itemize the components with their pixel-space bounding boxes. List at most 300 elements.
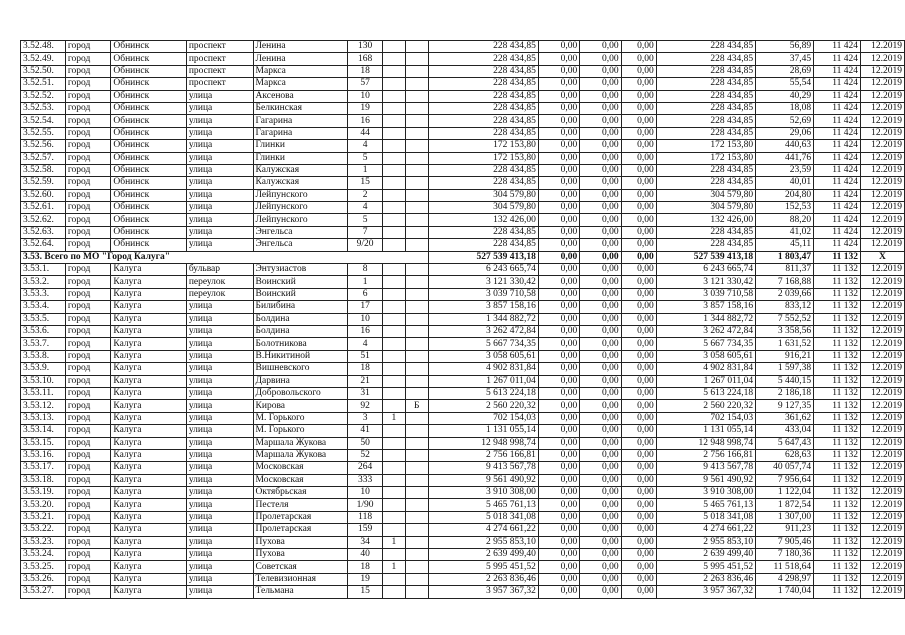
cost-column-2-cell: 0,00 bbox=[538, 65, 579, 77]
total-cost-cell: 5 667 734,35 bbox=[428, 338, 538, 350]
letter-cell bbox=[405, 412, 428, 424]
cost-column-2-cell: 0,00 bbox=[538, 573, 579, 585]
table-row bbox=[21, 573, 905, 585]
house-number-cell: 51 bbox=[348, 350, 383, 362]
building-number-cell bbox=[383, 511, 405, 523]
total-cost-cell: 228 434,85 bbox=[428, 53, 538, 65]
register-sheet bbox=[20, 40, 905, 599]
table-row bbox=[21, 251, 905, 263]
cost-column-3-cell: 0,00 bbox=[580, 474, 621, 486]
max-unit-cost-cell: 11 132 bbox=[814, 387, 861, 399]
cost-column-5-cell: 2 560 220,32 bbox=[656, 400, 755, 412]
house-number-cell: 4 bbox=[348, 338, 383, 350]
street-name-cell: Лейпунского bbox=[253, 189, 347, 201]
letter-cell bbox=[405, 586, 428, 598]
total-cost-cell: 228 434,85 bbox=[428, 239, 538, 251]
letter-cell bbox=[405, 264, 428, 276]
cost-column-4-cell: 0,00 bbox=[621, 78, 656, 90]
unit-cost-cell: 441,76 bbox=[756, 152, 814, 164]
total-cost-cell: 2 560 220,32 bbox=[428, 400, 538, 412]
table-row bbox=[21, 53, 905, 65]
street-name-cell: Глинки bbox=[253, 140, 347, 152]
cost-column-2-cell: 0,00 bbox=[538, 90, 579, 102]
letter-cell bbox=[405, 53, 428, 65]
house-number-cell: 2 bbox=[348, 189, 383, 201]
table-row bbox=[21, 524, 905, 536]
building-number-cell bbox=[383, 226, 405, 238]
row-number-cell: 3.53.8. bbox=[21, 350, 66, 362]
row-number-cell: 3.53.21. bbox=[21, 511, 66, 523]
settlement-type-cell: город bbox=[65, 549, 111, 561]
street-type-cell: улица bbox=[186, 90, 253, 102]
completion-date-cell: 12.2019 bbox=[860, 164, 904, 176]
building-number-cell bbox=[383, 449, 405, 461]
total-cost-cell: 3 910 308,00 bbox=[428, 487, 538, 499]
street-type-cell: проспект bbox=[186, 41, 253, 53]
cost-column-3-cell: 0,00 bbox=[580, 375, 621, 387]
letter-cell bbox=[405, 474, 428, 486]
cost-column-3-cell: 0,00 bbox=[580, 536, 621, 548]
max-unit-cost-cell: 11 132 bbox=[814, 264, 861, 276]
letter-cell bbox=[405, 152, 428, 164]
cost-column-4-cell: 0,00 bbox=[621, 449, 656, 461]
letter-cell bbox=[405, 325, 428, 337]
completion-date-cell: 12.2019 bbox=[860, 214, 904, 226]
max-unit-cost-cell: 11 424 bbox=[814, 65, 861, 77]
row-number-cell: 3.52.62. bbox=[21, 214, 66, 226]
row-number-cell: 3.53.15. bbox=[21, 437, 66, 449]
house-number-cell: 19 bbox=[348, 573, 383, 585]
settlement-name-cell: Обнинск bbox=[111, 202, 186, 214]
cost-column-4-cell: 0,00 bbox=[621, 350, 656, 362]
unit-cost-cell: 40,29 bbox=[756, 90, 814, 102]
cost-column-3-cell: 0,00 bbox=[580, 586, 621, 598]
settlement-name-cell: Обнинск bbox=[111, 189, 186, 201]
table-row bbox=[21, 115, 905, 127]
letter-cell bbox=[405, 78, 428, 90]
completion-date-cell: 12.2019 bbox=[860, 301, 904, 313]
building-number-cell bbox=[383, 177, 405, 189]
completion-date-cell: 12.2019 bbox=[860, 226, 904, 238]
cost-column-5-cell: 304 579,80 bbox=[656, 202, 755, 214]
cost-column-4-cell: 0,00 bbox=[621, 400, 656, 412]
completion-date-cell: 12.2019 bbox=[860, 65, 904, 77]
cost-column-2-cell: 0,00 bbox=[538, 462, 579, 474]
cost-column-2-cell: 0,00 bbox=[538, 140, 579, 152]
cost-column-4-cell: 0,00 bbox=[621, 387, 656, 399]
street-type-cell: проспект bbox=[186, 65, 253, 77]
total-cost-cell: 3 262 472,84 bbox=[428, 325, 538, 337]
row-number-cell: 3.52.60. bbox=[21, 189, 66, 201]
table-row bbox=[21, 338, 905, 350]
cost-column-3-cell: 0,00 bbox=[580, 288, 621, 300]
total-cost-cell: 3 058 605,61 bbox=[428, 350, 538, 362]
house-number-cell: 17 bbox=[348, 301, 383, 313]
cost-column-3-cell: 0,00 bbox=[580, 425, 621, 437]
cost-column-4-cell: 0,00 bbox=[621, 425, 656, 437]
settlement-type-cell: город bbox=[65, 400, 111, 412]
row-number-cell: 3.52.49. bbox=[21, 53, 66, 65]
table-row bbox=[21, 90, 905, 102]
cost-column-5-cell: 228 434,85 bbox=[656, 78, 755, 90]
completion-date-cell: 12.2019 bbox=[860, 462, 904, 474]
max-unit-cost-cell: 11 132 bbox=[814, 573, 861, 585]
house-number-cell: 1 bbox=[348, 164, 383, 176]
max-unit-cost-cell: 11 132 bbox=[814, 338, 861, 350]
unit-cost-cell: 7 905,46 bbox=[756, 536, 814, 548]
street-name-cell: Гагарина bbox=[253, 127, 347, 139]
cost-column-5-cell: 228 434,85 bbox=[656, 127, 755, 139]
letter-cell bbox=[405, 276, 428, 288]
settlement-type-cell: город bbox=[65, 474, 111, 486]
row-number-cell: 3.53.14. bbox=[21, 425, 66, 437]
building-number-cell bbox=[383, 487, 405, 499]
street-name-cell: Маршала Жукова bbox=[253, 437, 347, 449]
cost-column-3-cell: 0,00 bbox=[580, 338, 621, 350]
table-row bbox=[21, 511, 905, 523]
row-number-cell: 3.53.17. bbox=[21, 462, 66, 474]
row-number-cell: 3.53.2. bbox=[21, 276, 66, 288]
cost-column-4-cell: 0,00 bbox=[621, 226, 656, 238]
unit-cost-cell: 40,01 bbox=[756, 177, 814, 189]
house-number-cell: 4 bbox=[348, 202, 383, 214]
street-name-cell: Аксенова bbox=[253, 90, 347, 102]
cost-column-2-cell: 0,00 bbox=[538, 511, 579, 523]
total-cost-cell: 5 465 761,13 bbox=[428, 499, 538, 511]
street-type-cell: улица bbox=[186, 474, 253, 486]
completion-date-cell: 12.2019 bbox=[860, 363, 904, 375]
letter-cell bbox=[405, 449, 428, 461]
settlement-name-cell: Калуга bbox=[111, 474, 186, 486]
cost-column-3-cell: 0,00 bbox=[580, 264, 621, 276]
street-type-cell: переулок bbox=[186, 288, 253, 300]
settlement-name-cell: Обнинск bbox=[111, 127, 186, 139]
completion-date-cell: 12.2019 bbox=[860, 313, 904, 325]
cost-column-4-cell: 0,00 bbox=[621, 487, 656, 499]
max-unit-cost-cell: 11 424 bbox=[814, 177, 861, 189]
cost-column-5-cell: 2 756 166,81 bbox=[656, 449, 755, 461]
settlement-name-cell: Калуга bbox=[111, 375, 186, 387]
total-cost-cell: 12 948 998,74 bbox=[428, 437, 538, 449]
table-row bbox=[21, 462, 905, 474]
street-type-cell: улица bbox=[186, 140, 253, 152]
letter-cell bbox=[405, 177, 428, 189]
cost-column-2-cell: 0,00 bbox=[538, 288, 579, 300]
street-name-cell: Пухова bbox=[253, 549, 347, 561]
row-number-cell: 3.52.51. bbox=[21, 78, 66, 90]
settlement-type-cell: город bbox=[65, 90, 111, 102]
completion-date-cell: 12.2019 bbox=[860, 350, 904, 362]
settlement-name-cell: Обнинск bbox=[111, 226, 186, 238]
cost-column-5-cell: 5 465 761,13 bbox=[656, 499, 755, 511]
table-row bbox=[21, 102, 905, 114]
street-type-cell: улица bbox=[186, 363, 253, 375]
cost-column-4-cell: 0,00 bbox=[621, 41, 656, 53]
cost-column-4-cell: 0,00 bbox=[621, 462, 656, 474]
completion-date-cell: 12.2019 bbox=[860, 449, 904, 461]
cost-column-4-cell: 0,00 bbox=[621, 189, 656, 201]
cost-column-2-cell: 0,00 bbox=[538, 437, 579, 449]
street-type-cell: улица bbox=[186, 412, 253, 424]
row-number-cell: 3.52.59. bbox=[21, 177, 66, 189]
unit-cost-cell: 361,62 bbox=[756, 412, 814, 424]
total-cost-cell: 3 957 367,32 bbox=[428, 586, 538, 598]
unit-cost-cell: 52,69 bbox=[756, 115, 814, 127]
cost-column-2-cell: 0,00 bbox=[538, 41, 579, 53]
cost-column-3-cell: 0,00 bbox=[580, 41, 621, 53]
building-number-cell bbox=[383, 164, 405, 176]
house-number-cell: 8 bbox=[348, 264, 383, 276]
building-number-cell: 1 bbox=[383, 412, 405, 424]
unit-cost-cell: 3 358,56 bbox=[756, 325, 814, 337]
cost-column-5-cell: 228 434,85 bbox=[656, 65, 755, 77]
letter-cell bbox=[405, 462, 428, 474]
building-number-cell bbox=[383, 41, 405, 53]
row-number-cell: 3.53.23. bbox=[21, 536, 66, 548]
house-number-cell: 130 bbox=[348, 41, 383, 53]
letter-cell bbox=[405, 115, 428, 127]
cost-column-4-cell: 0,00 bbox=[621, 177, 656, 189]
street-name-cell: Белкинская bbox=[253, 102, 347, 114]
settlement-type-cell: город bbox=[65, 325, 111, 337]
letter-cell bbox=[405, 363, 428, 375]
settlement-name-cell: Обнинск bbox=[111, 102, 186, 114]
unit-cost-cell: 1 631,52 bbox=[756, 338, 814, 350]
completion-date-cell: 12.2019 bbox=[860, 425, 904, 437]
letter-cell bbox=[405, 164, 428, 176]
cost-column-5-cell: 3 039 710,58 bbox=[656, 288, 755, 300]
max-unit-cost-cell: 11 424 bbox=[814, 41, 861, 53]
street-name-cell: М. Горького bbox=[253, 425, 347, 437]
completion-date-cell: 12.2019 bbox=[860, 387, 904, 399]
settlement-type-cell: город bbox=[65, 487, 111, 499]
street-type-cell: улица bbox=[186, 325, 253, 337]
table-row bbox=[21, 586, 905, 598]
table-row bbox=[21, 536, 905, 548]
building-number-cell bbox=[383, 375, 405, 387]
unit-cost-cell: 204,80 bbox=[756, 189, 814, 201]
completion-date-cell: 12.2019 bbox=[860, 437, 904, 449]
building-number-cell bbox=[383, 549, 405, 561]
cost-column-3-cell: 0,00 bbox=[580, 412, 621, 424]
building-number-cell bbox=[383, 387, 405, 399]
street-name-cell: Воинский bbox=[253, 276, 347, 288]
table-row bbox=[21, 400, 905, 412]
unit-cost-cell: 28,69 bbox=[756, 65, 814, 77]
cost-column-3-cell: 0,00 bbox=[580, 177, 621, 189]
cost-column-3-cell: 0,00 bbox=[580, 549, 621, 561]
cost-column-2-cell: 0,00 bbox=[538, 338, 579, 350]
row-number-cell: 3.53.6. bbox=[21, 325, 66, 337]
settlement-type-cell: город bbox=[65, 276, 111, 288]
max-unit-cost-cell: 11 424 bbox=[814, 102, 861, 114]
cost-column-3-cell: 0,00 bbox=[580, 102, 621, 114]
cost-column-2-cell: 0,00 bbox=[538, 412, 579, 424]
max-unit-cost-cell: 11 132 bbox=[814, 487, 861, 499]
street-type-cell: улица bbox=[186, 214, 253, 226]
letter-cell bbox=[405, 425, 428, 437]
cost-column-2-cell: 0,00 bbox=[538, 189, 579, 201]
street-type-cell: улица bbox=[186, 499, 253, 511]
cost-column-4-cell: 0,00 bbox=[621, 140, 656, 152]
unit-cost-cell: 1 872,54 bbox=[756, 499, 814, 511]
total-cost-cell: 228 434,85 bbox=[428, 226, 538, 238]
unit-cost-cell: 23,59 bbox=[756, 164, 814, 176]
row-number-cell: 3.52.64. bbox=[21, 239, 66, 251]
settlement-name-cell: Калуга bbox=[111, 499, 186, 511]
cost-column-5-cell: 12 948 998,74 bbox=[656, 437, 755, 449]
completion-date-cell: 12.2019 bbox=[860, 115, 904, 127]
max-unit-cost-cell: 11 424 bbox=[814, 164, 861, 176]
row-number-cell: 3.53.22. bbox=[21, 524, 66, 536]
total-cost-cell: 702 154,03 bbox=[428, 412, 538, 424]
cost-column-5-cell: 228 434,85 bbox=[656, 41, 755, 53]
letter-cell bbox=[405, 487, 428, 499]
total-cost-cell: 304 579,80 bbox=[428, 202, 538, 214]
unit-cost-cell: 5 647,43 bbox=[756, 437, 814, 449]
settlement-name-cell: Калуга bbox=[111, 276, 186, 288]
completion-date-cell: 12.2019 bbox=[860, 561, 904, 573]
building-number-cell bbox=[383, 140, 405, 152]
table-row bbox=[21, 264, 905, 276]
settlement-type-cell: город bbox=[65, 511, 111, 523]
building-number-cell bbox=[383, 363, 405, 375]
completion-date-cell: 12.2019 bbox=[860, 586, 904, 598]
max-unit-cost-cell: 11 132 bbox=[814, 375, 861, 387]
max-unit-cost-cell: 11 132 bbox=[814, 301, 861, 313]
table-row bbox=[21, 65, 905, 77]
total-cost-cell: 2 955 853,10 bbox=[428, 536, 538, 548]
settlement-type-cell: город bbox=[65, 264, 111, 276]
cost-column-4-cell: 0,00 bbox=[621, 115, 656, 127]
street-type-cell: улица bbox=[186, 164, 253, 176]
max-unit-cost-cell: 11 424 bbox=[814, 140, 861, 152]
max-unit-cost-cell: 11 132 bbox=[814, 549, 861, 561]
cost-column-2-cell: 0,00 bbox=[538, 561, 579, 573]
max-unit-cost-cell: 11 132 bbox=[814, 288, 861, 300]
total-cost-cell: 3 039 710,58 bbox=[428, 288, 538, 300]
max-unit-cost-cell: 11 424 bbox=[814, 53, 861, 65]
cost-column-2-cell: 0,00 bbox=[538, 53, 579, 65]
cost-column-3-cell: 0,00 bbox=[580, 511, 621, 523]
settlement-type-cell: город bbox=[65, 115, 111, 127]
unit-cost-cell: 911,23 bbox=[756, 524, 814, 536]
row-number-cell: 3.52.52. bbox=[21, 90, 66, 102]
settlement-type-cell: город bbox=[65, 41, 111, 53]
cost-column-4-cell: 0,00 bbox=[621, 437, 656, 449]
building-number-cell bbox=[383, 338, 405, 350]
cost-column-5-cell: 3 857 158,16 bbox=[656, 301, 755, 313]
cost-column-5-cell: 228 434,85 bbox=[656, 53, 755, 65]
completion-date-cell: 12.2019 bbox=[860, 276, 904, 288]
settlement-type-cell: город bbox=[65, 78, 111, 90]
building-number-cell bbox=[383, 573, 405, 585]
unit-cost-cell: 1 122,04 bbox=[756, 487, 814, 499]
completion-date-cell: 12.2019 bbox=[860, 524, 904, 536]
total-cost-cell: 228 434,85 bbox=[428, 41, 538, 53]
street-name-cell: Добровольского bbox=[253, 387, 347, 399]
table-row bbox=[21, 350, 905, 362]
table-row bbox=[21, 313, 905, 325]
completion-date-cell: 12.2019 bbox=[860, 239, 904, 251]
house-number-cell: 10 bbox=[348, 313, 383, 325]
settlement-name-cell: Калуга bbox=[111, 511, 186, 523]
cost-column-4-cell: 0,00 bbox=[621, 549, 656, 561]
settlement-name-cell: Калуга bbox=[111, 437, 186, 449]
completion-date-cell: 12.2019 bbox=[860, 412, 904, 424]
street-type-cell: улица bbox=[186, 338, 253, 350]
table-row bbox=[21, 487, 905, 499]
street-type-cell: улица bbox=[186, 437, 253, 449]
row-number-cell: 3.53.25. bbox=[21, 561, 66, 573]
max-unit-cost-cell: 11 132 bbox=[814, 462, 861, 474]
table-row bbox=[21, 499, 905, 511]
unit-cost-cell: 29,06 bbox=[756, 127, 814, 139]
street-name-cell: Болотникова bbox=[253, 338, 347, 350]
cost-column-5-cell: 228 434,85 bbox=[656, 177, 755, 189]
total-cost-cell: 6 243 665,74 bbox=[428, 264, 538, 276]
cost-column-3-cell: 0,00 bbox=[580, 276, 621, 288]
settlement-type-cell: город bbox=[65, 202, 111, 214]
settlement-type-cell: город bbox=[65, 573, 111, 585]
house-number-cell: 18 bbox=[348, 363, 383, 375]
total-cost-cell: 304 579,80 bbox=[428, 189, 538, 201]
cost-column-4-cell: 0,00 bbox=[621, 561, 656, 573]
max-unit-cost-cell: 11 132 bbox=[814, 511, 861, 523]
settlement-name-cell: Обнинск bbox=[111, 78, 186, 90]
cost-column-5-cell: 6 243 665,74 bbox=[656, 264, 755, 276]
settlement-type-cell: город bbox=[65, 152, 111, 164]
settlement-type-cell: город bbox=[65, 338, 111, 350]
cost-column-5-cell: 2 639 499,40 bbox=[656, 549, 755, 561]
street-name-cell: Болдина bbox=[253, 313, 347, 325]
street-type-cell: улица bbox=[186, 102, 253, 114]
total-cost-cell: 228 434,85 bbox=[428, 78, 538, 90]
street-type-cell: улица bbox=[186, 152, 253, 164]
building-number-cell bbox=[383, 189, 405, 201]
total-cost-cell: 228 434,85 bbox=[428, 90, 538, 102]
total-cost-cell: 172 153,80 bbox=[428, 140, 538, 152]
unit-cost-cell: 40 057,74 bbox=[756, 462, 814, 474]
street-name-cell: Октябрьская bbox=[253, 487, 347, 499]
row-number-cell: 3.53.9. bbox=[21, 363, 66, 375]
unit-cost-cell: 1 307,00 bbox=[756, 511, 814, 523]
building-number-cell bbox=[383, 499, 405, 511]
letter-cell bbox=[405, 65, 428, 77]
total-label: 3.53. Всего по МО "Город Калуга" bbox=[21, 251, 429, 263]
street-name-cell: Кирова bbox=[253, 400, 347, 412]
settlement-name-cell: Калуга bbox=[111, 301, 186, 313]
total-cost-column-3: 0,00 bbox=[580, 251, 621, 263]
house-number-cell: 41 bbox=[348, 425, 383, 437]
settlement-name-cell: Калуга bbox=[111, 387, 186, 399]
cost-column-2-cell: 0,00 bbox=[538, 313, 579, 325]
settlement-type-cell: город bbox=[65, 301, 111, 313]
max-unit-cost-cell: 11 132 bbox=[814, 437, 861, 449]
cost-column-3-cell: 0,00 bbox=[580, 65, 621, 77]
cost-column-2-cell: 0,00 bbox=[538, 264, 579, 276]
row-number-cell: 3.52.58. bbox=[21, 164, 66, 176]
settlement-type-cell: город bbox=[65, 350, 111, 362]
total-cost-cell: 1 267 011,04 bbox=[428, 375, 538, 387]
house-number-cell: 6 bbox=[348, 288, 383, 300]
row-number-cell: 3.53.12. bbox=[21, 400, 66, 412]
street-name-cell: Тельмана bbox=[253, 586, 347, 598]
cost-column-5-cell: 2 263 836,46 bbox=[656, 573, 755, 585]
total-cost-cell: 5 995 451,52 bbox=[428, 561, 538, 573]
building-number-cell bbox=[383, 325, 405, 337]
cost-column-3-cell: 0,00 bbox=[580, 499, 621, 511]
